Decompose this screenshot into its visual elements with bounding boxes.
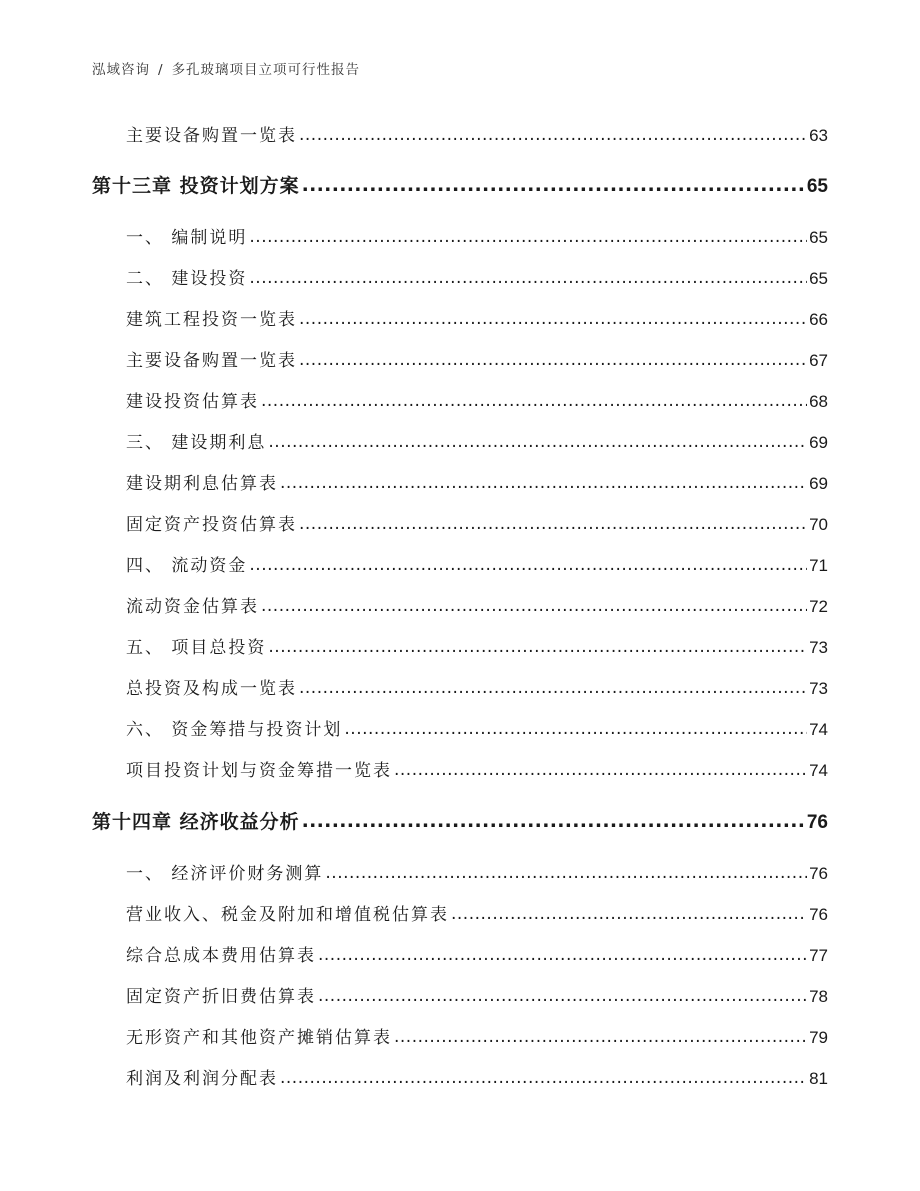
- toc-entry-title: 建筑工程投资一览表: [126, 310, 297, 330]
- toc-dot-leader: [249, 264, 807, 292]
- header-brand: 泓域咨询: [92, 62, 150, 78]
- toc-entry-construction-estimate-table[interactable]: [126, 388, 828, 416]
- toc-entry-page: 69: [809, 433, 828, 452]
- toc-entry-title: 固定资产投资估算表: [126, 515, 297, 535]
- toc-entry-page: 81: [809, 1069, 828, 1088]
- toc-entry-interest-estimate-table[interactable]: [126, 470, 828, 498]
- toc-entry-page: 73: [809, 638, 828, 657]
- toc-dot-leader: [249, 223, 807, 251]
- toc-entry-title: 一、 编制说明: [126, 228, 248, 248]
- toc-entry-funding-plan-table[interactable]: [126, 757, 828, 785]
- toc-dot-leader: [261, 387, 807, 415]
- toc-chapter-page: 65: [806, 176, 828, 197]
- toc-dot-leader: [299, 305, 807, 333]
- toc-entry-working-capital-table[interactable]: [126, 593, 828, 621]
- toc-chapter-14[interactable]: [92, 808, 828, 836]
- toc-entry-page: 79: [809, 1028, 828, 1047]
- toc-entry-title: 二、 建设投资: [126, 269, 248, 289]
- header-doc-title: 多孔玻璃项目立项可行性报告: [171, 62, 361, 78]
- toc-entry-page: 72: [809, 597, 828, 616]
- toc-chapter-13[interactable]: [92, 172, 828, 200]
- toc-dot-leader: [302, 807, 805, 835]
- toc-entry-preparation-notes[interactable]: [126, 224, 828, 252]
- toc-entry-page: 78: [809, 987, 828, 1006]
- toc-entry-title: 流动资金估算表: [126, 597, 259, 617]
- toc-dot-leader: [299, 510, 807, 538]
- toc-entry-title: 项目投资计划与资金筹措一览表: [126, 761, 392, 781]
- toc-entry-page: 63: [809, 126, 828, 145]
- toc-entry-fixed-asset-estimate-table[interactable]: [126, 511, 828, 539]
- toc-entry-page: 71: [809, 556, 828, 575]
- toc-entry-title: 固定资产折旧费估算表: [126, 987, 316, 1007]
- toc-entry-page: 76: [809, 905, 828, 924]
- toc-entry-title: 总投资及构成一览表: [126, 679, 297, 699]
- toc-entry-title: 营业收入、税金及附加和增值税估算表: [126, 905, 449, 925]
- toc-entry-page: 65: [809, 228, 828, 247]
- toc-entry-page: 67: [809, 351, 828, 370]
- toc-entry-title: 综合总成本费用估算表: [126, 946, 316, 966]
- toc-entry-title: 主要设备购置一览表: [126, 126, 297, 146]
- toc-entry-page: 77: [809, 946, 828, 965]
- toc-entry-title: 六、 资金筹措与投资计划: [126, 720, 343, 740]
- toc-dot-leader: [318, 982, 807, 1010]
- toc-entry-page: 66: [809, 310, 828, 329]
- toc-dot-leader: [344, 715, 807, 743]
- toc-dot-leader: [451, 900, 807, 928]
- toc-entry-title: 无形资产和其他资产摊销估算表: [126, 1028, 392, 1048]
- toc-dot-leader: [299, 346, 807, 374]
- toc-entry-page: 74: [809, 761, 828, 780]
- toc-entry-title: 利润及利润分配表: [126, 1069, 278, 1089]
- header-separator: /: [158, 62, 164, 78]
- toc-dot-leader: [302, 171, 805, 199]
- toc-entry-title: 主要设备购置一览表: [126, 351, 297, 371]
- toc-entry-page: 74: [809, 720, 828, 739]
- toc-dot-leader: [268, 633, 807, 661]
- toc-entry-profit-distribution-table[interactable]: [126, 1065, 828, 1093]
- toc-dot-leader: [299, 674, 807, 702]
- toc-dot-leader: [299, 121, 807, 149]
- toc-entry-main-equipment-list-2[interactable]: [126, 347, 828, 375]
- toc-entry-working-capital[interactable]: [126, 552, 828, 580]
- toc-dot-leader: [394, 1023, 807, 1051]
- toc-chapter-page: 76: [806, 812, 828, 833]
- toc-entry-title: 一、 经济评价财务测算: [126, 864, 324, 884]
- toc-dot-leader: [249, 551, 807, 579]
- toc-entry-page: 70: [809, 515, 828, 534]
- toc-dot-leader: [280, 1064, 807, 1092]
- toc-entry-page: 73: [809, 679, 828, 698]
- toc-entry-amortization-table[interactable]: [126, 1024, 828, 1052]
- toc-entry-page: 65: [809, 269, 828, 288]
- toc-entry-revenue-tax-table[interactable]: [126, 901, 828, 929]
- toc-entry-title: 建设期利息估算表: [126, 474, 278, 494]
- toc-entry-page: 76: [809, 864, 828, 883]
- toc-entry-construction-interest[interactable]: [126, 429, 828, 457]
- toc-entry-title: 三、 建设期利息: [126, 433, 267, 453]
- toc-dot-leader: [280, 469, 807, 497]
- toc-entry-total-cost-table[interactable]: [126, 942, 828, 970]
- toc-entry-depreciation-table[interactable]: [126, 983, 828, 1011]
- toc-entry-title: 四、 流动资金: [126, 556, 248, 576]
- toc-dot-leader: [325, 859, 807, 887]
- toc-entry-page: 69: [809, 474, 828, 493]
- toc-entry-financial-evaluation[interactable]: [126, 860, 828, 888]
- toc-dot-leader: [268, 428, 807, 456]
- toc-entry-title: 建设投资估算表: [126, 392, 259, 412]
- toc-chapter-title: 第十四章 经济收益分析: [92, 811, 300, 833]
- toc-dot-leader: [318, 941, 807, 969]
- toc-entry-funding-plan[interactable]: [126, 716, 828, 744]
- toc-entry-main-equipment-list-1[interactable]: [126, 122, 828, 150]
- toc-chapter-title: 第十三章 投资计划方案: [92, 175, 300, 197]
- toc-dot-leader: [261, 592, 807, 620]
- toc-entry-page: 68: [809, 392, 828, 411]
- toc-entry-title: 五、 项目总投资: [126, 638, 267, 658]
- toc-dot-leader: [394, 756, 807, 784]
- toc-entry-investment-composition-table[interactable]: [126, 675, 828, 703]
- toc-entry-building-works-table[interactable]: [126, 306, 828, 334]
- toc-entry-construction-investment[interactable]: [126, 265, 828, 293]
- toc-entry-total-investment[interactable]: [126, 634, 828, 662]
